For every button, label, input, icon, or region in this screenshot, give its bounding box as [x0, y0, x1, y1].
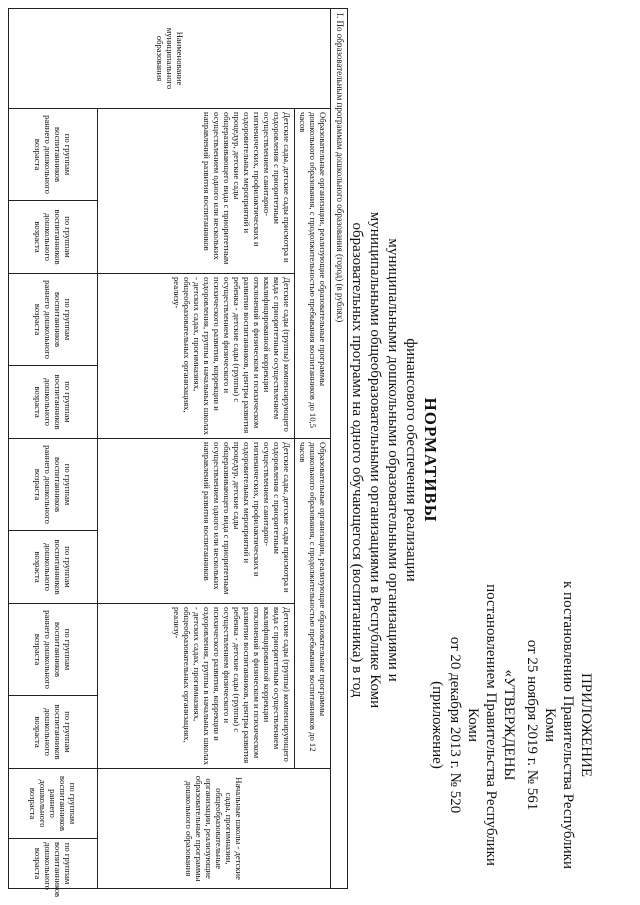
- age-group-header: по группам воспитанников раннего дошкольного возраста: [9, 769, 98, 839]
- group-header: Образовательные организации, реализующие образовательные программы дошкольного образования, с продолжительностью пребывания воспитанников до 10,5 часов: [295, 109, 331, 439]
- appendix-header: [523, 575, 595, 875]
- age-group-header: по группам воспитанников дошкольного возраста: [9, 531, 98, 604]
- approved-line: постановлением Правительства Республики Коми: [465, 584, 499, 866]
- appendix-line: ПРИЛОЖЕНИЕ: [578, 672, 594, 778]
- group-header: Начальные школы - детские сады, прогимназии, общеобразовательные организации, реализующие образовательные программы дошкольного образования: [98, 769, 331, 889]
- title-line: образовательных программ на одного обучающегося (воспитанника) в год: [349, 222, 365, 698]
- age-group-header: по группам воспитанников дошкольного возраста: [9, 839, 98, 889]
- title-main: НОРМАТИВЫ: [421, 397, 440, 523]
- appendix-line: к постановлению Правительства Республики Коми: [542, 581, 576, 869]
- title-line: муниципальными дошкольными образовательными организациями и: [385, 238, 401, 682]
- subgroup-header: Детские сады (группы) компенсирующего вида с приоритетным осуществлением квалифицированной коррекции отклонений в физическом и психическом развитии воспитанников, центры развития ребенка - детские сады (группы) с осуществлением физического и психического развития, коррекции и оздоровления, группы в начальных школах - детских садах, прогимназиях, общеобразовательных организациях, реализу-: [98, 604, 295, 769]
- table-section-title: I. По образовательным программам дошкольного образования (город) (в рублях): [331, 9, 348, 889]
- norms-table: [8, 8, 348, 898]
- approved-line: (приложение): [429, 681, 445, 769]
- age-group-header: по группам воспитанников дошкольного возраста: [9, 366, 98, 439]
- title-line: муниципальными общеобразовательными организациями в Республике Коми: [367, 211, 383, 709]
- municipality-column-header: Наименование муниципального образования: [9, 9, 331, 109]
- age-group-header: по группам воспитанников раннего дошкольного возраста: [9, 604, 98, 696]
- approved-line: от 20 декабря 2013 г. № 520: [447, 636, 463, 814]
- approved-header: [428, 575, 518, 875]
- document-title: [348, 100, 440, 820]
- subgroup-header: Детские сады, детские сады присмотра и оздоровления с приоритетным осуществлением санитарно-гигиенических, профилактических и оздоровительных мероприятий и процедур, детские сады общеразвивающего вида с приоритетным осуществлением одного или нескольких направлений развития воспитанников: [98, 439, 295, 604]
- title-line: финансового обеспечения реализации: [403, 338, 419, 582]
- age-group-header: по группам воспитанников дошкольного возраста: [9, 201, 98, 274]
- subgroup-header: Детские сады, детские сады присмотра и оздоровления с приоритетным осуществлением санитарно-гигиенических, профилактических и оздоровительных мероприятий и процедур, детские сады общеразвивающего вида с приоритетным осуществлением одного или нескольких направлений развития воспитанников: [98, 109, 295, 274]
- age-group-header: по группам воспитанников раннего дошкольного возраста: [9, 109, 98, 201]
- appendix-line: от 25 ноября 2019 г. № 561: [524, 639, 540, 811]
- approved-line: «УТВЕРЖДЕНЫ: [501, 669, 517, 781]
- group-header: Образовательные организации, реализующие образовательные программы дошкольного образования, с продолжительностью пребывания воспитанников до 12 часов: [295, 439, 331, 769]
- subgroup-header: Детские сады (группы) компенсирующего вида с приоритетным осуществлением квалифицированной коррекции отклонений в физическом и психическом развитии воспитанников, центры развития ребенка - детские сады (группы) с осуществлением физического и психического развития, коррекции и оздоровления, группы в начальных школах - детских садах, прогимназиях, общеобразовательных организациях, реализу-: [98, 274, 295, 439]
- age-group-header: по группам воспитанников раннего дошкольного возраста: [9, 439, 98, 531]
- age-group-header: по группам воспитанников раннего дошкольного возраста: [9, 274, 98, 366]
- age-group-header: по группам воспитанников дошкольного возраста: [9, 696, 98, 769]
